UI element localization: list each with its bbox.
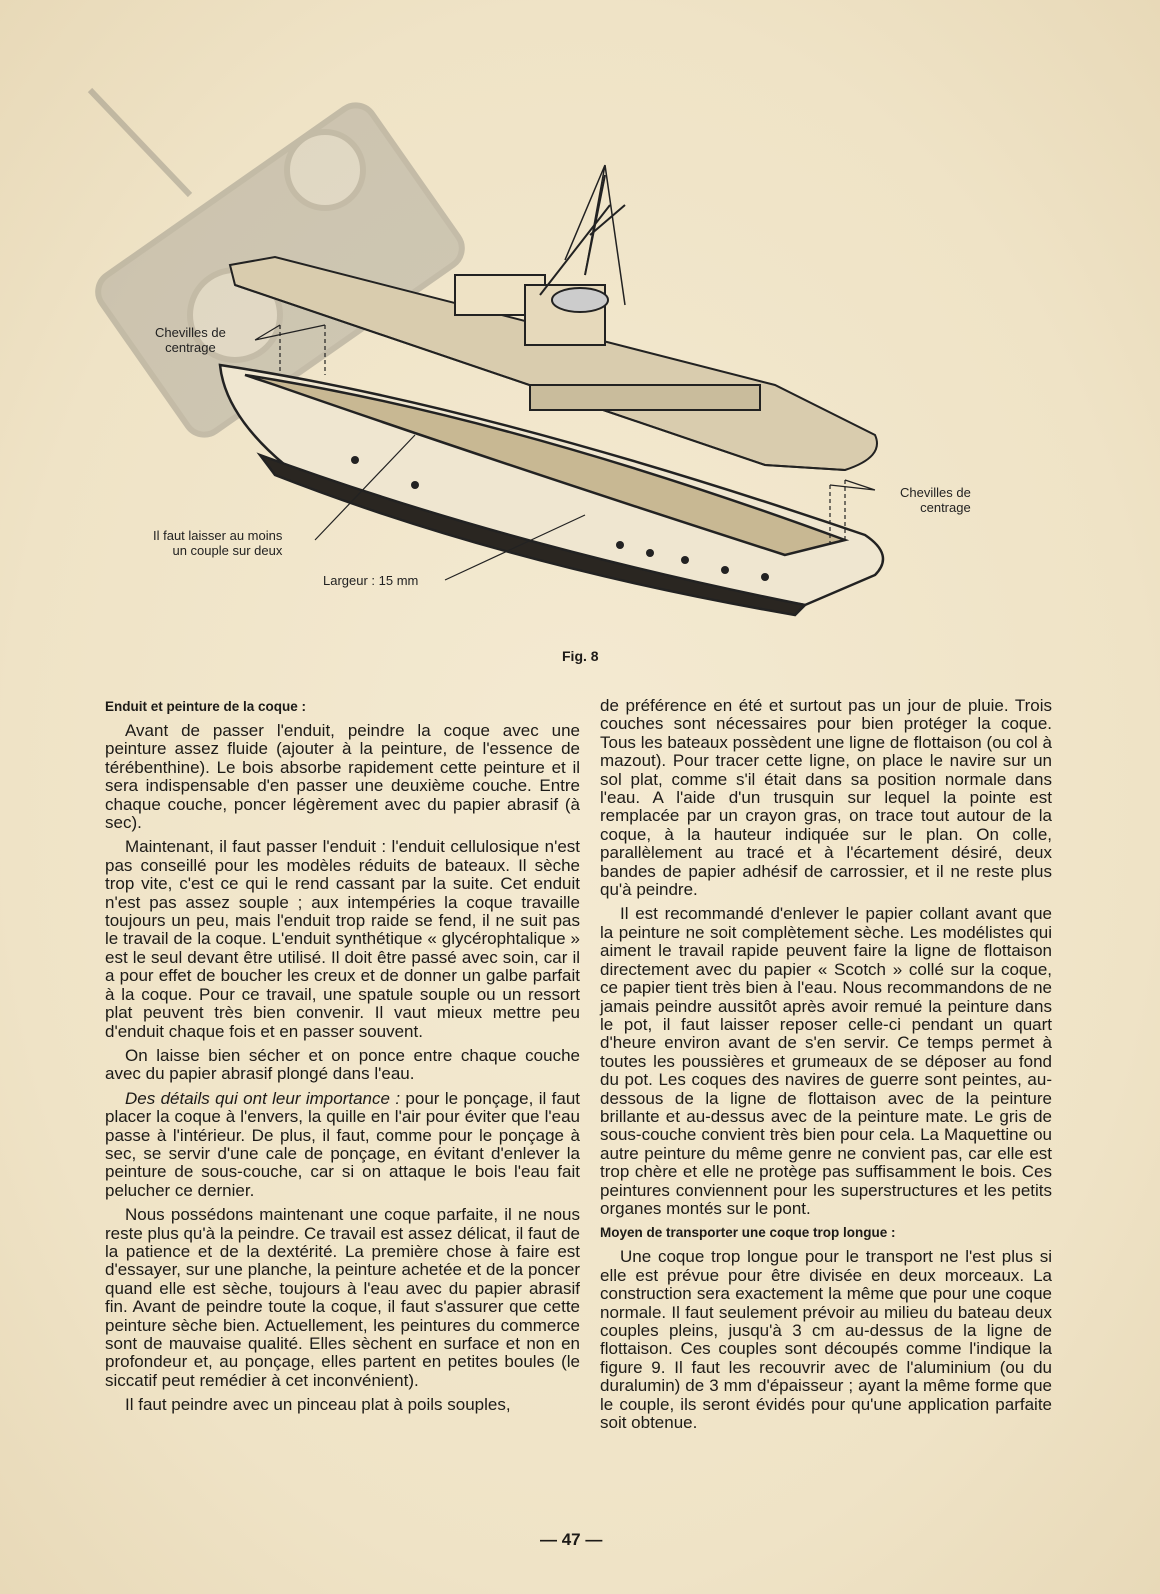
- right-column: [600, 697, 1052, 1438]
- page-number: — 47 —: [540, 1530, 603, 1549]
- paragraph: Il est recommandé d'enlever le papier collant avant que la peinture ne soit complètement sèche. Les modélistes qui aiment le travail rapide peuvent faire la ligne de flottaison directement avec du papier « Scotch » collé sur la coque, ce papier tient très bien à l'eau. Nous recommandons de ne jamais peindre aussitôt après avoir remué la peinture dans le pot, il faut laisser reposer celle-ci pendant un quart d'heure environ avant de s'en servir. Ce temps permet à toutes les poussières et grumeaux de se déposer au fond du pot. Les coques des navires de guerre sont peintes, au-dessous de la ligne de flottaison avec de la peinture brillante et au-dessus avec de la peinture mate. Le gris de sous-couche convient très bien pour cela. La Maquettine ou autre peinture du même genre ne convient pas, car elle est trop chère et elle ne protège pas suffisamment le bois. Ces peintures conviennent pour les superstructures et les petits organes montés sur le pont.: [600, 904, 1052, 1218]
- paragraph-text: pour le ponçage, il faut placer la coque à l'envers, la quille en l'air pour éviter que l'eau passe à l'intérieur. De plus, il faut, comme pour le ponçage à sec, se servir d'une cale de ponçage, en évitant d'enlever la peinture de sous-couche, car si on attaque le bois l'eau fait pelucher ce dernier.: [105, 1088, 581, 1200]
- paragraph: Il faut peindre avec un pinceau plat à poils souples,: [125, 1395, 511, 1415]
- paragraph: de préférence en été et surtout pas un jour de pluie. Trois couches sont nécessaires pour bien protéger la coque. Tous les bateaux possèdent une ligne de flottaison (ou col à mazout). Pour tracer cette ligne, on place le navire sur un sol plat, comme s'il était dans sa position normale dans l'eau. A l'aide d'un trusquin sur lequel la pointe est remplacée par un crayon gras, on trace tout autour de la coque, à la hauteur indiquée sur le plan. On colle, parallèlement au tracé et à l'écartement désiré, deux bandes de papier adhésif de carrossier, et il ne reste plus qu'à peindre.: [600, 696, 1052, 900]
- label-line: centrage: [165, 340, 216, 355]
- paragraph: Maintenant, il faut passer l'enduit : l'enduit cellulosique n'est pas conseillé pour les modèles réduits de bateaux. Il sèche trop vite, c'est ce qui le rend cassant par la suite. Cet enduit n'est pas assez souple ; aux intempéries la coque travaille toujours un peu, mais l'enduit trop raide se fend, il ne suit pas le travail de la coque. L'enduit synthétique « glycérophtalique » est le seul devant être utilisé. Il doit être passé avec soin, car il a pour effet de boucher les creux et de donner un galbe parfait à la coque. Pour ce travail, une spatule souple ou un ressort plat peuvent très bien convenir. Il vaut mieux mettre peu d'enduit chaque fois et en passer souvent.: [105, 837, 580, 1041]
- paragraph: Une coque trop longue pour le transport ne l'est plus si elle est prévue pour être divisée en deux morceaux. La construction sera exactement la même que pour une coque normale. Il faut seulement prévoir au milieu du bateau deux couples pleins, jusqu'à 3 cm au-dessus de la ligne de flottaison. Ces couples sont découpés comme l'indique la figure 9. Il faut les recouvrir avec de l'aluminium (ou du duralumin) de 3 mm d'épaisseur ; ayant la même forme que le couple, ils seront évidés pour qu'une application parfaite soit obtenue.: [600, 1247, 1052, 1433]
- label-line: Chevilles de: [900, 485, 971, 500]
- figure-8-boat-illustration: [85, 85, 1005, 645]
- italic-lead: Des détails qui ont leur importance :: [125, 1088, 401, 1108]
- paragraph: On laisse bien sécher et on ponce entre chaque couche avec du papier abrasif plongé dans l'eau.: [105, 1045, 580, 1084]
- label-chevilles-de-centrage-right: [900, 485, 971, 515]
- label-line: Chevilles de: [155, 325, 226, 340]
- paragraph: [105, 1090, 580, 1200]
- boat-drawing: [85, 85, 1005, 645]
- section-heading: Moyen de transporter une coque trop longue :: [600, 1225, 896, 1241]
- label-chevilles-de-centrage-left: [155, 325, 226, 355]
- label-line: Il faut laisser au moins: [153, 528, 283, 543]
- label-largeur: Largeur : 15 mm: [323, 573, 419, 588]
- label-line: centrage: [920, 500, 971, 515]
- label-couple-note: [153, 528, 282, 558]
- paragraph: Avant de passer l'enduit, peindre la coque avec une peinture assez fluide (ajouter à la peinture, de l'essence de térébenthine). Le bois absorbe rapidement cette peinture et il sera indispensable d'en passer une deuxième couche. Entre chaque couche, poncer légèrement avec du papier abrasif (à sec).: [105, 721, 580, 833]
- paragraph: Nous possédons maintenant une coque parfaite, il ne nous reste plus qu'à la peindre. Ce travail est assez délicat, il faut de la patience et de la dextérité. La première chose à faire est d'essayer, sur une planche, la peinture achetée et de la poncer quand elle est sèche, toujours à l'eau avec du papier abrasif fin. Avant de peindre toute la coque, il faut s'assurer que cette peinture sèche bien. Actuellement, les peintures du commerce sont de mauvaise qualité. Elles sèchent en surface et non en profondeur et, au ponçage, elles partent en petites boules (le siccatif peut remédier à cet inconvénient).: [105, 1205, 580, 1390]
- figure-caption: Fig. 8: [562, 648, 599, 664]
- section-heading: Enduit et peinture de la coque :: [105, 699, 307, 714]
- label-line: un couple sur deux: [172, 543, 283, 558]
- left-column: [105, 698, 580, 1421]
